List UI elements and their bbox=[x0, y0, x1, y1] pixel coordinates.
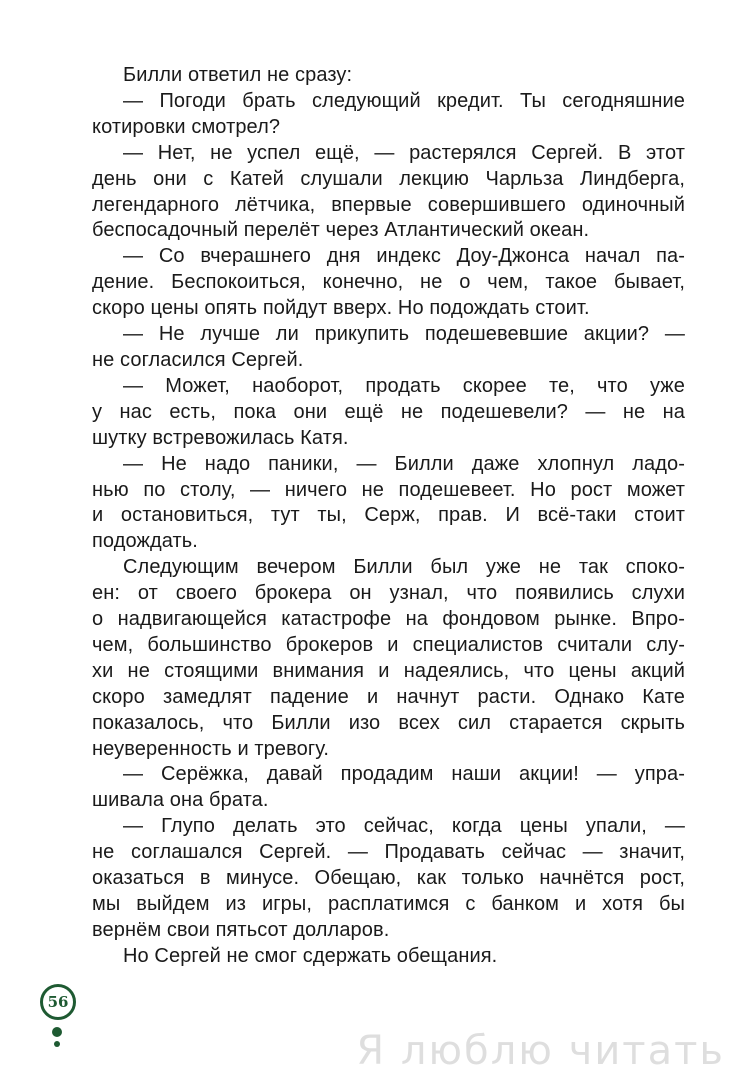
paragraph bbox=[92, 322, 685, 374]
text-line: вернём свои пятьсот долларов. bbox=[92, 918, 390, 941]
paragraph bbox=[92, 141, 685, 245]
paragraph bbox=[92, 374, 685, 452]
text-line: шивала она брата. bbox=[92, 789, 269, 812]
text-line: — Со вчерашнего дня индекс Доу-Джонса начал па- bbox=[123, 245, 685, 268]
paragraph bbox=[92, 89, 685, 141]
text-line: Но Сергей не смог сдержать обещания. bbox=[123, 944, 498, 967]
text-line: — Не надо паники, — Билли даже хлопнул ладо- bbox=[123, 452, 685, 475]
text-line: дение. Беспокоиться, конечно, не о чем, такое бывает, bbox=[92, 271, 685, 294]
text-line: — Глупо делать это сейчас, когда цены упали, — bbox=[123, 815, 685, 838]
paragraph bbox=[92, 244, 685, 322]
text-line: скоро замедлят падение и начнут расти. Однако Кате bbox=[92, 685, 685, 708]
text-line: — Нет, не успел ещё, — растерялся Сергей. В этот bbox=[123, 141, 685, 164]
text-line: легендарного лётчика, впервые совершившего одиночный bbox=[92, 193, 685, 216]
page-number-badge bbox=[40, 984, 76, 1020]
text-line: шутку встревожилась Катя. bbox=[92, 426, 349, 449]
text-line: показалось, что Билли изо всех сил старается скрыть bbox=[92, 711, 685, 734]
text-line: неуверенность и тревогу. bbox=[92, 737, 329, 760]
paragraph bbox=[92, 452, 685, 556]
paragraph bbox=[92, 555, 685, 762]
text-line: — Может, наоборот, продать скорее те, что уже bbox=[123, 374, 685, 397]
text-line: беспосадочный перелёт через Атлантический океан. bbox=[92, 219, 590, 242]
paragraph bbox=[92, 814, 685, 944]
text-line: о надвигающейся катастрофе на фондовом рынке. Впро- bbox=[92, 608, 685, 631]
page-text bbox=[92, 63, 685, 970]
text-line: котировки смотрел? bbox=[92, 115, 281, 138]
text-line: — Погоди брать следующий кредит. Ты сегодняшние bbox=[123, 89, 685, 112]
decor-dot-icon bbox=[52, 1027, 62, 1037]
page-number: 56 bbox=[47, 993, 69, 1011]
text-line: мы выйдем из игры, расплатимся с банком и хотя бы bbox=[92, 893, 685, 915]
decor-dot-icon bbox=[54, 1041, 60, 1047]
text-line: не согласился Сергей. bbox=[92, 348, 304, 371]
text-line: — Не лучше ли прикупить подешевевшие акции? — bbox=[123, 323, 685, 346]
watermark: Я люблю читать bbox=[356, 1028, 725, 1074]
paragraph bbox=[92, 944, 685, 970]
text-line: и остановиться, тут ты, Серж, прав. И всё-таки стоит bbox=[92, 504, 685, 527]
text-line: хи не стоящими внимания и надеялись, что цены акций bbox=[92, 659, 685, 682]
text-line: день они с Катей слушали лекцию Чарльза Линдберга, bbox=[92, 167, 685, 190]
text-line: у нас есть, пока они ещё не подешевели? — не на bbox=[92, 400, 685, 423]
paragraph bbox=[92, 63, 685, 89]
text-line: Следующим вечером Билли был уже не так споко- bbox=[123, 556, 685, 579]
text-line: скоро цены опять пойдут вверх. Но подождать стоит. bbox=[92, 297, 590, 320]
text-line: оказаться в минусе. Обещаю, как только начнётся рост, bbox=[92, 867, 685, 890]
text-line: ен: от своего брокера он узнал, что появились слухи bbox=[92, 582, 685, 605]
text-line: не соглашался Сергей. — Продавать сейчас — значит, bbox=[92, 841, 685, 864]
text-line: подождать. bbox=[92, 530, 198, 553]
text-line: чем, большинство брокеров и специалистов считали слу- bbox=[92, 633, 685, 656]
text-line: — Серёжка, давай продадим наши акции! — упра- bbox=[123, 763, 685, 786]
text-line: Билли ответил не сразу: bbox=[123, 64, 353, 86]
text-line: нью по столу, — ничего не подешевеет. Но рост может bbox=[92, 478, 685, 501]
paragraph bbox=[92, 762, 685, 814]
